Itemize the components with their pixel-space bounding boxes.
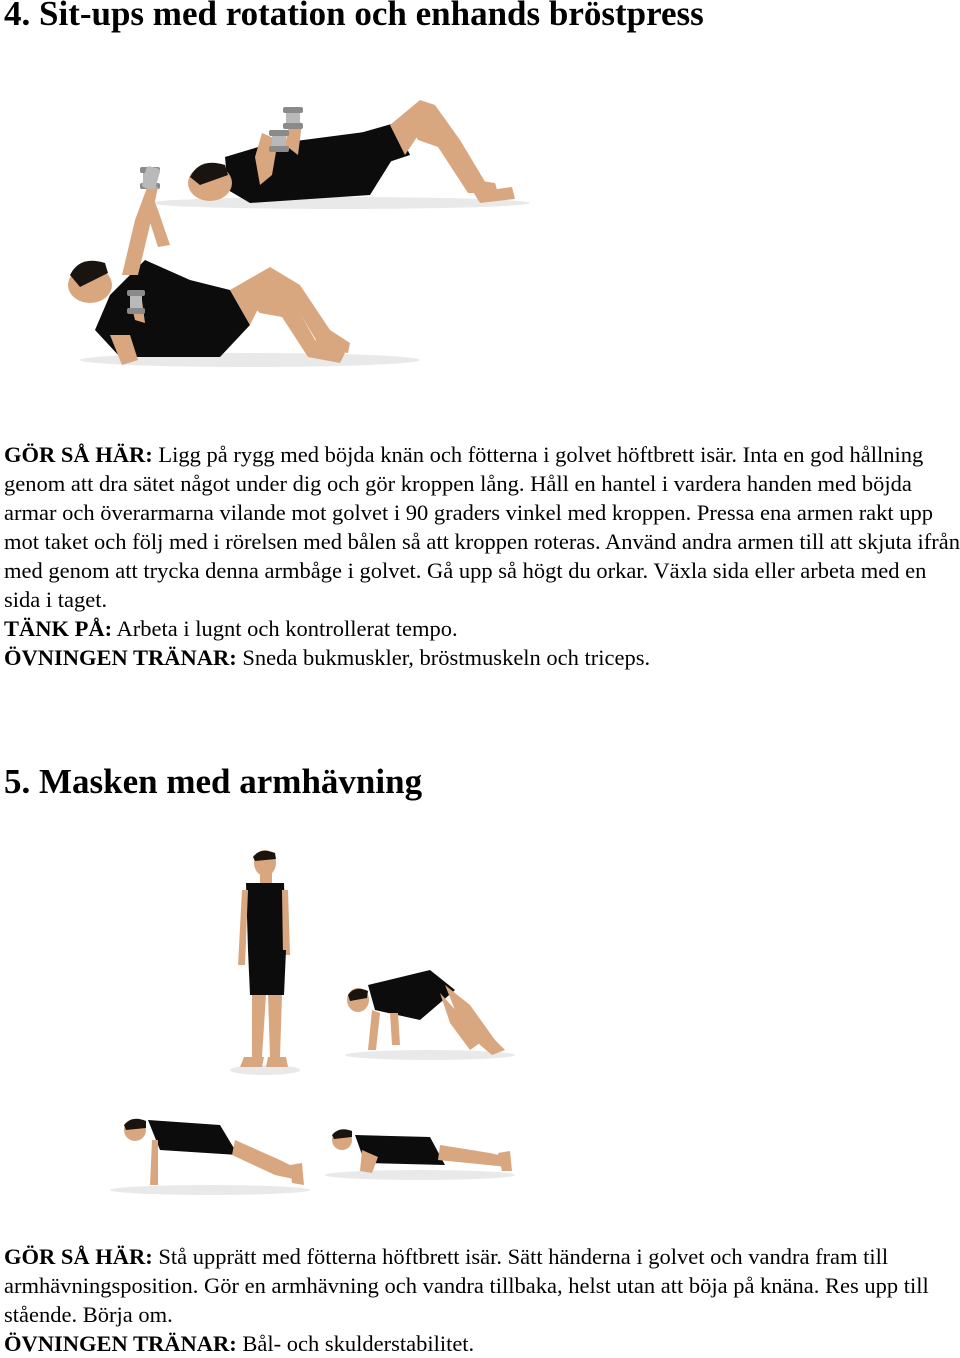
exercise-4-photo [50, 95, 530, 380]
how-to-paragraph [4, 440, 960, 614]
trains-text: Bål- och skulderstabilitet. [236, 1331, 475, 1356]
how-to-label: GÖR SÅ HÄR: [4, 1244, 153, 1269]
exercise-5-title: 5. Masken med armhävning [4, 762, 423, 801]
trains-paragraph [4, 1329, 960, 1358]
how-to-label: GÖR SÅ HÄR: [4, 442, 153, 467]
walkout-figure [345, 970, 515, 1060]
think-label: TÄNK PÅ: [4, 616, 113, 641]
trains-paragraph [4, 643, 960, 672]
exercise-4-description [4, 440, 960, 672]
think-text: Arbeta i lugnt och kontrollerat tempo. [112, 616, 458, 641]
how-to-text: Stå upprätt med fötterna höftbrett isär. Sätt händerna i golvet och vandra fram till armhävningsposition. Gör en armhävning och vandra tillbaka, helst utan att böja på knäna. Res upp till stående. Börja om. [4, 1244, 929, 1327]
how-to-text: Ligg på rygg med böjda knän och fötterna i golvet höftbrett isär. Inta en god hållning genom att dra sätet något under dig och gör kroppen lång. Håll en hantel i vardera handen med böjda armar och överarmarna vilande mot golvet i 90 graders vinkel med kroppen. Pressa ena armen rakt upp mot taket och följ med i rörelsen med bålen så att kroppen roteras. Använd andra armen till att skjuta ifrån med genom att trycka denna armbåge i golvet. Gå upp så högt du orkar. Växla sida eller arbeta med en sida i taget. [4, 442, 960, 612]
plank-figure [110, 1119, 310, 1195]
exercise-5-photo [110, 845, 520, 1200]
trains-label: ÖVNINGEN TRÄNAR: [4, 1331, 237, 1356]
exercise-5-description [4, 1242, 960, 1358]
standing-figure [230, 850, 300, 1075]
trains-label: ÖVNINGEN TRÄNAR: [4, 645, 237, 670]
exercise-4-title: 4. Sit-ups med rotation och enhands bröstpress [4, 0, 704, 33]
lying-figure-top [140, 100, 530, 247]
trains-text: Sneda bukmuskler, bröstmuskeln och triceps. [236, 645, 651, 670]
think-paragraph [4, 614, 960, 643]
pushup-figure [325, 1129, 515, 1180]
how-to-paragraph [4, 1242, 960, 1329]
